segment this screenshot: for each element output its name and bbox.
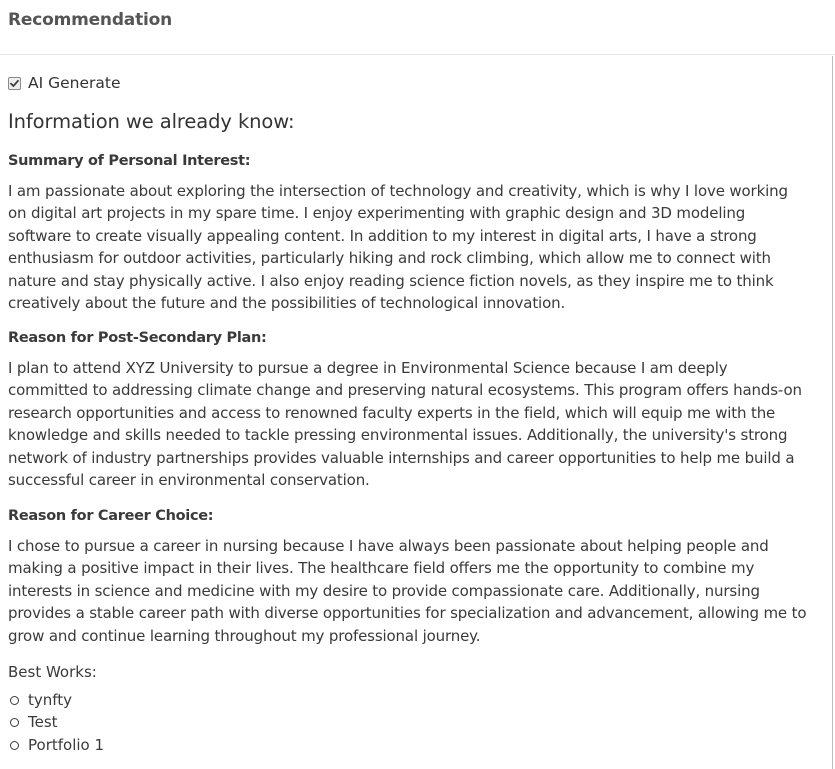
work-title: Portfolio 1 (28, 735, 105, 754)
list-item (8, 734, 104, 756)
page-header (0, 0, 835, 55)
personal-interest-text: I am passionate about exploring the intersection of technology and creativity, which is why I love working on digital art projects in my spare time. I enjoy experimenting with graphic design and 3D modeling software to create visually appealing content. In addition to my interest in digital arts, I have a strong enthusiasm for outdoor activities, particularly hiking and rock climbing, which allow me to connect with nature and stay physically active. I also enjoy reading science fiction novels, as they inspire me to think creatively about the future and the possibilities of technological innovation. (8, 182, 788, 313)
career-choice-label: Reason for Career Choice: (8, 508, 214, 524)
info-heading: Information we already know: (8, 110, 295, 133)
work-title: Test (28, 713, 58, 732)
checkmark-icon (9, 78, 20, 89)
page-title: Recommendation (8, 10, 173, 30)
best-works-list (8, 689, 104, 756)
work-title: tynfty (28, 691, 73, 709)
ai-generate-label[interactable]: AI Generate (28, 74, 121, 92)
personal-interest-label: Summary of Personal Interest: (8, 153, 251, 169)
ai-generate-option[interactable] (8, 72, 121, 94)
career-choice-text: I chose to pursue a career in nursing because I have always been passionate about helping people and making a positive impact in their lives. The healthcare field offers me the opportunity to combine my interests in science and medicine with my desire to provide compassionate care. Additionally, nursing provides a stable career path with diverse opportunities for specialization and advancement, allowing me to grow and continue learning throughout my professional journey. (8, 537, 807, 645)
list-item (8, 689, 104, 711)
list-item (8, 711, 104, 733)
ai-generate-checkbox[interactable] (8, 77, 21, 90)
post-secondary-text: I plan to attend XYZ University to pursue a degree in Environmental Science because I am deeply committed to addressing climate change and preserving natural ecosystems. This program offers hands-on research opportunities and access to renowned faculty experts in the field, which will equip me with the knowledge and skills needed to tackle pressing environmental issues. Additionally, the university's strong network of industry partnerships provides valuable internships and career opportunities to help me build a successful career in environmental conservation. (8, 359, 802, 490)
post-secondary-label: Reason for Post-Secondary Plan: (8, 330, 267, 346)
circle-bullet-icon (10, 718, 19, 727)
best-works-label: Best Works: (8, 663, 97, 681)
circle-bullet-icon (10, 741, 19, 750)
recommendation-panel (0, 56, 833, 769)
circle-bullet-icon (10, 696, 19, 705)
